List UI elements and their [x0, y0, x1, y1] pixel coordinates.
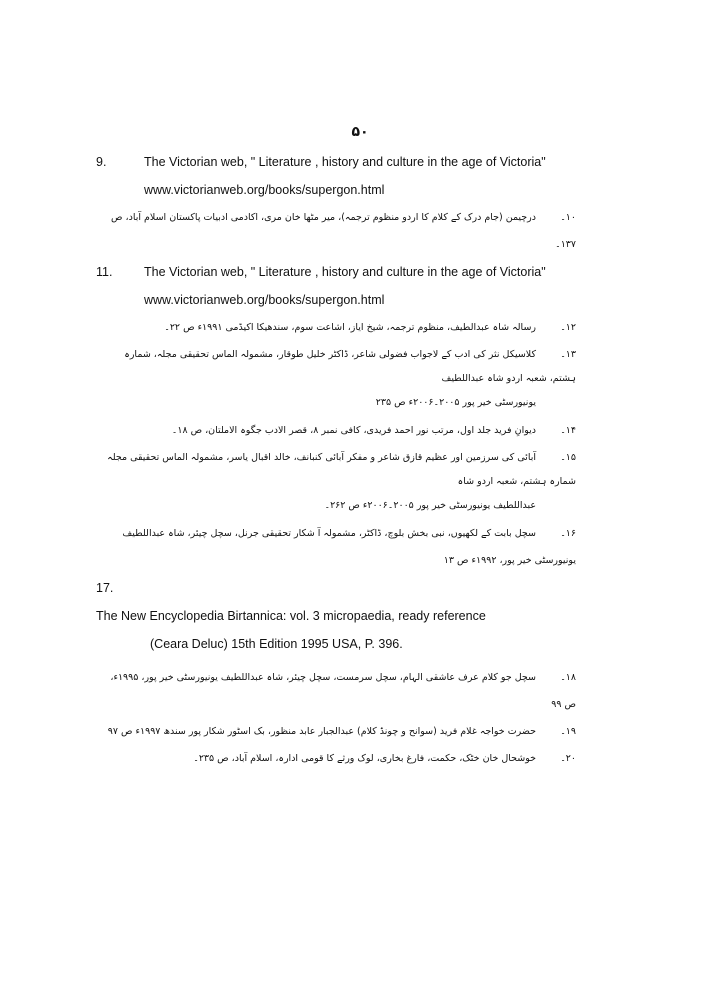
note-number: ۱۲۔ [560, 322, 576, 333]
note-number: ۱۳۔ [560, 349, 576, 360]
note-number: ۱۹۔ [560, 726, 576, 737]
note-number: ۱۴۔ [560, 425, 576, 436]
endnote-12 [96, 314, 576, 341]
note-number: 9. [96, 155, 107, 169]
endnote-9 [96, 148, 576, 204]
endnote-16 [96, 520, 576, 574]
note-text: دیوانِ فرید جلد اول، مرتب نور احمد فریدی، کافی نمبر ۸، قصر الادب جگوہ الاملتان، ص ۱۸۔ [171, 425, 536, 436]
note-text: حضرت خواجہ غلام فرید (سوانح و چونڈ کلام) عبدالجبار عابد منظور، بک اسٹور شکار پور سندھ ۱۹۹۷ء ص ۹۷ [107, 726, 536, 737]
endnotes-list [96, 148, 576, 772]
note-text: سچل جو کلام عرف عاشقی الہام، سچل سرمست، سچل چیئر، شاہ عبداللطیف یونیورسٹی خیر پور، ۱۹۹۵ء، ص ۹۹ [110, 672, 576, 710]
page-number: ۵۰ [351, 124, 369, 140]
note-text: آبائی کی سرزمین اور عظیم قازق شاعر و مفکر آبائی کنبانف، خالد اقبال یاسر، مشمولہ الماس تحقیقی مجلہ شمارہ ہشتم، شعبہ اردو شاہ [107, 452, 576, 487]
note-text: The Victorian web, " Literature , history and culture in the age of Victoria" [144, 155, 546, 169]
note-text: درچیمن (جام درک کے کلام کا اردو منظوم ترجمہ)، میر مٹھا خان مری، اکادمی ادبیات پاکستان اسلام آباد، ص ۱۳۷۔ [111, 212, 576, 250]
note-text: The Victorian web, " Literature , history and culture in the age of Victoria" [144, 265, 546, 279]
note-number: ۱۵۔ [560, 452, 576, 463]
note-text-continued: عبداللطیف یونیورسٹی خیر پور ۲۰۰۵۔۲۰۰۶ء ص ۲۶۲۔ [324, 500, 536, 511]
endnote-14 [96, 417, 576, 444]
endnote-13 [96, 343, 576, 415]
note-text: The New Encyclopedia Birtannica: vol. 3 micropaedia, ready reference [96, 609, 486, 623]
note-text-continued: یونیورسٹی خیر پور ۲۰۰۵۔۲۰۰۶ء ص ۲۳۵ [375, 397, 536, 408]
note-number: 11. [96, 265, 113, 279]
note-number: ۲۰۔ [560, 753, 576, 764]
note-text: کلاسیکل نثر کی ادب کے لاجواب فضولی شاعر، ڈاکٹر خلیل طوقار، مشمولہ الماس تحقیقی مجلہ، شمارہ ہشتم، شعبہ اردو شاہ عبداللطیف [124, 349, 576, 384]
endnote-11 [96, 258, 576, 314]
note-number: 17. [96, 581, 114, 595]
note-text: سچل بابت کے لکھیوں، نبی بخش بلوچ، ڈاکٹر، مشمولہ آ شکار تحقیقی جرنل، سچل چیئر، شاہ عبداللطیف یونیورسٹی خیر پور، ۱۹۹۲ء ص ۱۳ [122, 528, 576, 566]
endnote-19 [96, 718, 576, 745]
note-number: ۱۰۔ [560, 212, 576, 223]
note-text: خوشحال خان خٹک، حکمت، فارغ بخاری، لوک ورثے کا قومی ادارہ، اسلام آباد، ص ۲۳۵۔ [193, 753, 536, 764]
endnote-20 [96, 745, 576, 772]
endnote-17 [96, 574, 576, 658]
note-text-continued: (Ceara Deluc) 15th Edition 1995 USA, P. 396. [150, 637, 403, 651]
endnote-10 [96, 204, 576, 258]
endnote-18 [96, 664, 576, 718]
note-url: www.victorianweb.org/books/supergon.html [144, 183, 385, 197]
endnote-15 [96, 446, 576, 518]
note-number: ۱۶۔ [560, 528, 576, 539]
note-text: رسالہ شاہ عبدالطیف، منظوم ترجمہ، شیخ ایاز، اشاعت سوم، سندھیکا اکیڈمی ۱۹۹۱ء ص ۲۲۔ [164, 322, 536, 333]
note-url: www.victorianweb.org/books/supergon.html [144, 293, 385, 307]
note-number: ۱۸۔ [560, 672, 576, 683]
